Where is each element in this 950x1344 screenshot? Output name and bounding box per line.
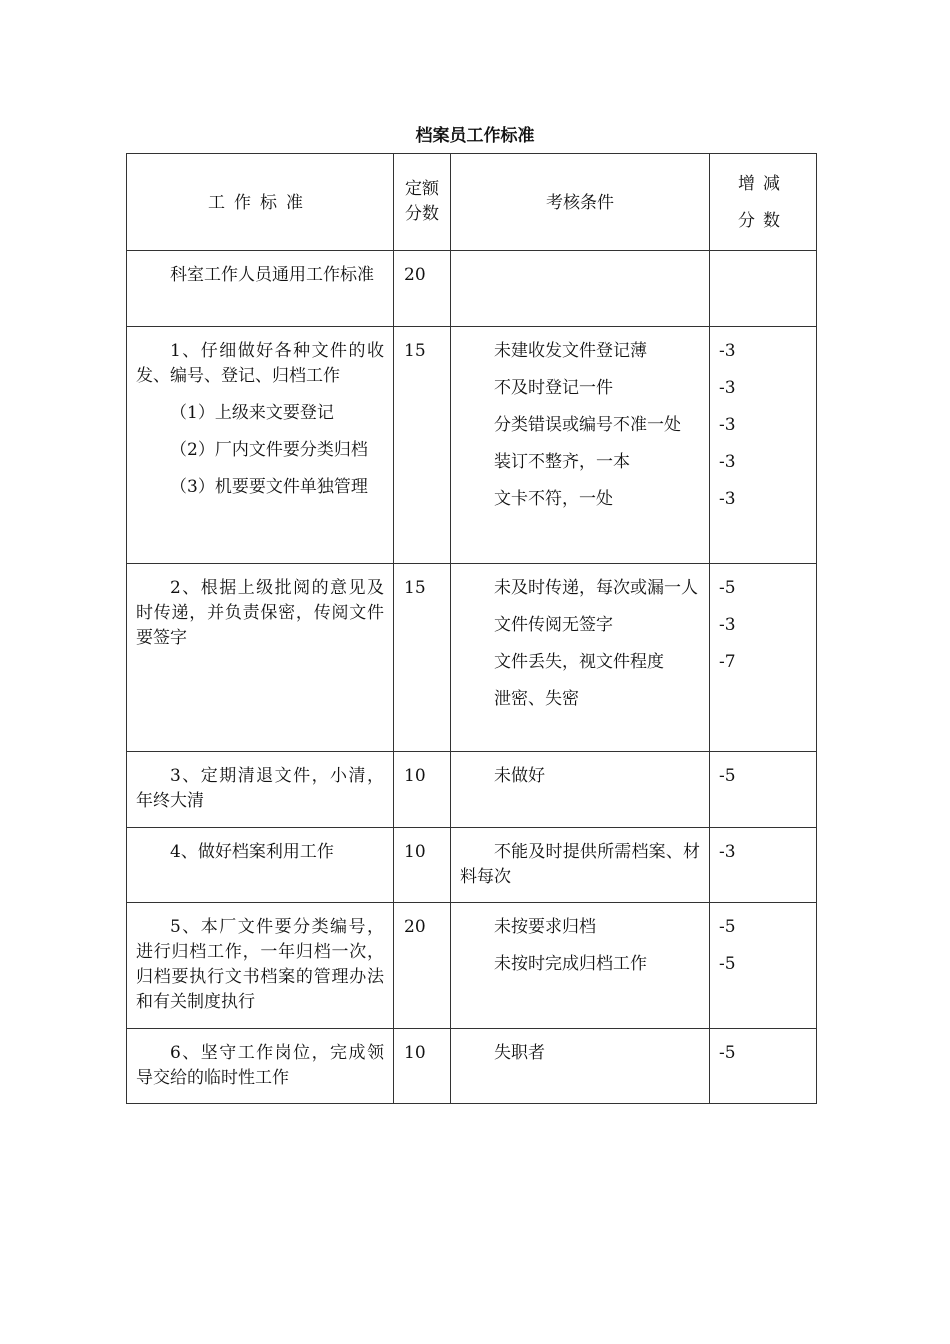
standard-cell	[127, 564, 394, 752]
condition-cell	[451, 752, 710, 828]
condition-cell	[451, 903, 710, 1029]
standard-text: 3、定期清退文件，小清，年终大清	[136, 766, 384, 811]
score-value: -3	[719, 378, 736, 398]
score-cell	[710, 903, 817, 1029]
score-cell	[710, 327, 817, 564]
header-score	[710, 154, 817, 251]
condition-item: 文卡不符，一处	[494, 489, 613, 509]
table-header-row	[127, 154, 817, 251]
score-value: -3	[719, 452, 736, 472]
standard-subitem: （2）厂内文件要分类归档	[170, 440, 368, 460]
table-row	[127, 564, 817, 752]
score-cell	[710, 1029, 817, 1104]
table-row	[127, 903, 817, 1029]
standards-table	[126, 153, 817, 1104]
table-row	[127, 1029, 817, 1104]
condition-cell	[451, 564, 710, 752]
condition-item: 未做好	[494, 766, 545, 786]
condition-item: 文件丢失，视文件程度	[494, 652, 664, 672]
score-cell	[710, 752, 817, 828]
table-row	[127, 327, 817, 564]
header-quota	[394, 154, 451, 251]
header-condition-label: 考核条件	[546, 192, 614, 213]
quota-cell: 10	[394, 1029, 451, 1104]
standard-cell	[127, 903, 394, 1029]
score-value: -5	[719, 766, 736, 786]
condition-item: 失职者	[494, 1043, 545, 1063]
score-value: -5	[719, 1043, 736, 1063]
score-value: -7	[719, 652, 736, 672]
condition-item: 未建收发文件登记薄	[494, 341, 647, 361]
condition-item: 分类错误或编号不准一处	[494, 415, 681, 435]
score-cell	[710, 828, 817, 903]
score-value: -3	[719, 341, 736, 361]
standard-text: 2、根据上级批阅的意见及时传递，并负责保密，传阅文件要签字	[136, 578, 384, 648]
condition-item: 装订不整齐，一本	[494, 452, 630, 472]
quota-cell: 10	[394, 828, 451, 903]
score-value: -5	[719, 917, 736, 937]
score-value: -5	[719, 954, 736, 974]
score-cell	[710, 251, 817, 327]
condition-item: 文件传阅无签字	[494, 615, 613, 635]
standard-cell	[127, 752, 394, 828]
table-row	[127, 828, 817, 903]
condition-item: 未按时完成归档工作	[494, 954, 647, 974]
standard-text: 4、做好档案利用工作	[170, 842, 334, 862]
condition-cell	[451, 327, 710, 564]
score-value: -3	[719, 842, 736, 862]
table-row	[127, 752, 817, 828]
condition-item: 不及时登记一件	[494, 378, 613, 398]
standard-text: 1、仔细做好各种文件的收发、编号、登记、归档工作	[136, 341, 384, 386]
header-score-label-2: 分数	[738, 211, 788, 231]
standard-text: 5、本厂文件要分类编号，进行归档工作，一年归档一次，归档要执行文书档案的管理办法和有关制度执行	[136, 917, 384, 1012]
score-value: -3	[719, 615, 736, 635]
standard-cell	[127, 327, 394, 564]
quota-cell: 20	[394, 903, 451, 1029]
header-standard	[127, 154, 394, 251]
condition-item: 泄密、失密	[494, 689, 579, 709]
standard-text: 科室工作人员通用工作标准	[170, 265, 374, 285]
score-value: -3	[719, 489, 736, 509]
standard-subitem: （1）上级来文要登记	[170, 403, 334, 423]
score-cell	[710, 564, 817, 752]
quota-cell: 15	[394, 327, 451, 564]
standard-subitem: （3）机要要文件单独管理	[170, 477, 368, 497]
table-row	[127, 251, 817, 327]
condition-cell	[451, 251, 710, 327]
header-quota-label: 定额分数	[404, 179, 439, 224]
condition-item: 不能及时提供所需档案、材料每次	[460, 842, 700, 887]
standard-cell	[127, 828, 394, 903]
header-score-label-1: 增减	[738, 174, 788, 194]
standard-cell	[127, 251, 394, 327]
condition-cell	[451, 1029, 710, 1104]
quota-cell: 15	[394, 564, 451, 752]
condition-cell	[451, 828, 710, 903]
quota-cell: 10	[394, 752, 451, 828]
header-standard-label: 工作标准	[208, 192, 312, 213]
standard-cell	[127, 1029, 394, 1104]
condition-item: 未按要求归档	[494, 917, 596, 937]
quota-cell: 20	[394, 251, 451, 327]
header-condition	[451, 154, 710, 251]
score-value: -5	[719, 578, 736, 598]
document-title: 档案员工作标准	[415, 126, 535, 146]
condition-item: 未及时传递，每次或漏一人	[494, 578, 698, 598]
standard-text: 6、坚守工作岗位，完成领导交给的临时性工作	[136, 1043, 384, 1088]
score-value: -3	[719, 415, 736, 435]
